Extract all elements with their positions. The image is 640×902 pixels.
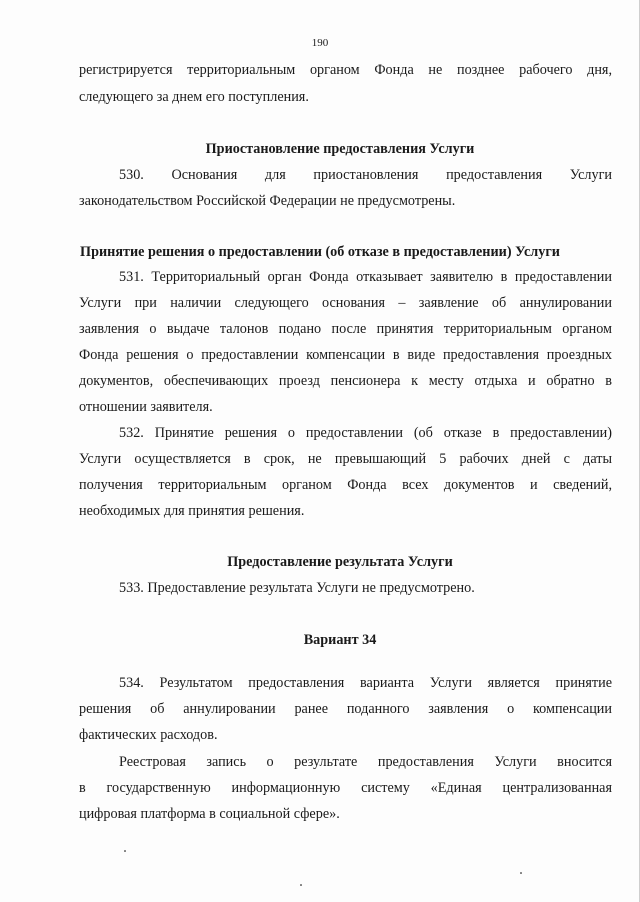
registry-paragraph-line: Реестровая запись о результате предоставления Услуги вносится xyxy=(119,754,612,770)
paragraph-531-line: отношении заявителя. xyxy=(79,399,213,415)
paragraph-531-line: Услуги при наличии следующего основания – заявление об аннулировании xyxy=(79,295,612,311)
scan-speck xyxy=(520,872,522,874)
paragraph-534-line: фактических расходов. xyxy=(79,727,218,743)
registry-paragraph-line: цифровая платформа в социальной сфере». xyxy=(79,806,340,822)
paragraph-531-line: 531. Территориальный орган Фонда отказывает заявителю в предоставлении xyxy=(119,269,612,285)
paragraph-532-line: Услуги осуществляется в срок, не превышающий 5 рабочих дней с даты xyxy=(79,451,612,467)
intro-line: следующего за днем его поступления. xyxy=(79,89,309,105)
paragraph-532-line: 532. Принятие решения о предоставлении (об отказе в предоставлении) xyxy=(119,425,612,441)
paragraph-534-line: 534. Результатом предоставления варианта Услуги является принятие xyxy=(119,675,612,691)
paragraph-530-line: законодательством Российской Федерации не предусмотрены. xyxy=(79,193,456,209)
paragraph-530-line: 530. Основания для приостановления предоставления Услуги xyxy=(119,167,612,183)
heading-result: Предоставление результата Услуги xyxy=(227,554,453,570)
paragraph-534-line: решения об аннулировании ранее поданного заявления о компенсации xyxy=(79,701,612,717)
paragraph-532-line: получения территориальным органом Фонда всех документов и сведений, xyxy=(79,477,612,493)
scan-speck xyxy=(124,850,126,852)
page-number: 190 xyxy=(311,37,329,49)
registry-paragraph-line: в государственную информационную систему «Единая централизованная xyxy=(79,780,612,796)
paragraph-531-line: документов, обеспечивающих проезд пенсионера к месту отдыха и обратно в xyxy=(79,373,612,389)
paragraph-533-line: 533. Предоставление результата Услуги не предусмотрено. xyxy=(119,580,475,596)
scan-speck xyxy=(300,884,302,886)
paragraph-531-line: заявления о выдаче талонов подано после принятия территориальным органом xyxy=(79,321,612,337)
intro-line: регистрируется территориальным органом Фонда не позднее рабочего дня, xyxy=(79,62,612,78)
paragraph-531-line: Фонда решения о предоставлении компенсации в виде предоставления проездных xyxy=(79,347,612,363)
paragraph-532-line: необходимых для принятия решения. xyxy=(79,503,305,519)
heading-suspension: Приостановление предоставления Услуги xyxy=(205,141,475,157)
heading-variant: Вариант 34 xyxy=(303,632,377,648)
heading-decision: Принятие решения о предоставлении (об отказе в предоставлении) Услуги xyxy=(80,244,560,260)
